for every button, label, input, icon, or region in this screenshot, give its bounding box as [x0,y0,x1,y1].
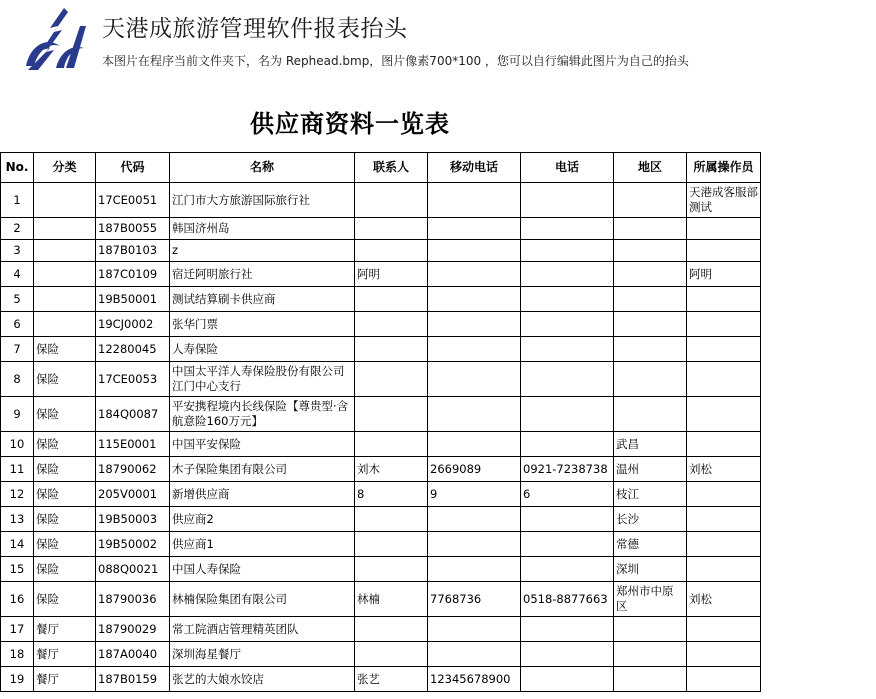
cell-operator [687,218,761,240]
cell-name: 人寿保险 [170,337,355,362]
cell-category: 保险 [34,362,96,397]
cell-code: 184Q0087 [96,397,170,432]
cell-operator: 阿明 [687,262,761,287]
letterhead-subtitle: 本图片在程序当前文件夹下，名为 Rephead.bmp，图片像素700*100 ，您可以自行编辑此图片为自己的抬头 [102,54,689,68]
cell-mobile [428,432,521,457]
cell-no: 19 [1,667,34,692]
cell-region [614,667,687,692]
cell-region [614,397,687,432]
column-header-code: 代码 [96,153,170,183]
cell-name: 平安携程境内长线保险【尊贵型·含航意险160万元】 [170,397,355,432]
column-header-name: 名称 [170,153,355,183]
cell-code: 19CJ0002 [96,312,170,337]
table-row [1,642,761,667]
cell-no: 2 [1,218,34,240]
cell-region: 郑州市中原区 [614,582,687,617]
cell-mobile [428,507,521,532]
cell-name: 中国平安保险 [170,432,355,457]
cell-contact [355,312,428,337]
cell-code: 115E0001 [96,432,170,457]
cell-region: 温州 [614,457,687,482]
cell-code: 187C0109 [96,262,170,287]
cell-region [614,362,687,397]
cell-operator [687,337,761,362]
table-row [1,287,761,312]
table-row [1,432,761,457]
cell-contact: 8 [355,482,428,507]
cell-contact [355,287,428,312]
cell-no: 16 [1,582,34,617]
cell-code: 187B0103 [96,240,170,262]
cell-category: 餐厅 [34,642,96,667]
cell-mobile: 12345678900 [428,667,521,692]
cell-operator [687,362,761,397]
cell-mobile: 9 [428,482,521,507]
column-header-phone: 电话 [521,153,614,183]
cell-category: 餐厅 [34,667,96,692]
table-row [1,312,761,337]
cell-region: 深圳 [614,557,687,582]
cell-phone [521,532,614,557]
cell-operator [687,617,761,642]
cell-region [614,287,687,312]
cell-name: 宿迁阿明旅行社 [170,262,355,287]
cell-category: 保险 [34,432,96,457]
table-row [1,532,761,557]
cell-code: 12280045 [96,337,170,362]
cell-name: 林楠保险集团有限公司 [170,582,355,617]
cell-no: 3 [1,240,34,262]
cell-phone [521,312,614,337]
supplier-table [0,152,761,692]
cell-name: 韩国济州岛 [170,218,355,240]
cell-category [34,218,96,240]
cell-mobile: 2669089 [428,457,521,482]
cell-region: 长沙 [614,507,687,532]
cell-name: 张华门票 [170,312,355,337]
cell-mobile [428,262,521,287]
cell-name: 供应商1 [170,532,355,557]
cell-mobile [428,397,521,432]
cell-contact [355,218,428,240]
cell-mobile [428,183,521,218]
cell-operator [687,507,761,532]
table-row [1,218,761,240]
cell-contact [355,397,428,432]
table-row [1,482,761,507]
cell-no: 11 [1,457,34,482]
cell-region [614,312,687,337]
cell-operator [687,532,761,557]
table-row [1,557,761,582]
cell-category: 保险 [34,532,96,557]
cell-mobile [428,557,521,582]
cell-code: 088Q0021 [96,557,170,582]
cell-name: z [170,240,355,262]
table-row [1,183,761,218]
cell-region [614,240,687,262]
cell-contact: 阿明 [355,262,428,287]
cell-name: 测试结算刷卡供应商 [170,287,355,312]
cell-category: 保险 [34,482,96,507]
report-title: 供应商资料一览表 [250,109,450,138]
cell-code: 19B50003 [96,507,170,532]
cell-phone [521,287,614,312]
cell-mobile [428,240,521,262]
cell-operator [687,240,761,262]
cell-phone [521,432,614,457]
cell-operator: 刘松 [687,582,761,617]
cell-code: 187B0159 [96,667,170,692]
cell-contact: 林楠 [355,582,428,617]
cell-name: 中国人寿保险 [170,557,355,582]
cell-operator [687,557,761,582]
table-row [1,667,761,692]
table-header-row [1,153,761,183]
cell-no: 4 [1,262,34,287]
cell-phone [521,507,614,532]
column-header-contact: 联系人 [355,153,428,183]
cell-category [34,183,96,218]
cell-contact [355,617,428,642]
cell-category: 餐厅 [34,617,96,642]
column-header-category: 分类 [34,153,96,183]
cell-region [614,642,687,667]
cell-operator [687,397,761,432]
cell-phone: 6 [521,482,614,507]
cell-phone [521,183,614,218]
cell-contact [355,507,428,532]
cell-mobile [428,642,521,667]
cell-phone [521,397,614,432]
cell-no: 12 [1,482,34,507]
cell-category [34,262,96,287]
cell-region [614,183,687,218]
cell-mobile [428,218,521,240]
cell-name: 深圳海星餐厅 [170,642,355,667]
table-row [1,262,761,287]
cell-code: 17CE0053 [96,362,170,397]
cell-contact [355,337,428,362]
cell-no: 9 [1,397,34,432]
table-row [1,582,761,617]
cell-contact [355,432,428,457]
table-row [1,617,761,642]
cell-mobile [428,617,521,642]
cell-name: 新增供应商 [170,482,355,507]
column-header-region: 地区 [614,153,687,183]
cell-phone [521,337,614,362]
company-logo-icon [20,6,88,72]
cell-code: 18790062 [96,457,170,482]
column-header-no: No. [1,153,34,183]
cell-name: 木子保险集团有限公司 [170,457,355,482]
cell-category: 保险 [34,397,96,432]
cell-code: 19B50002 [96,532,170,557]
cell-region [614,218,687,240]
cell-code: 187B0055 [96,218,170,240]
cell-no: 15 [1,557,34,582]
column-header-mobile: 移动电话 [428,153,521,183]
cell-mobile: 7768736 [428,582,521,617]
cell-region: 枝江 [614,482,687,507]
cell-phone [521,642,614,667]
cell-mobile [428,287,521,312]
cell-category [34,287,96,312]
cell-name: 江门市大方旅游国际旅行社 [170,183,355,218]
cell-operator [687,482,761,507]
cell-name: 张艺的大娘水饺店 [170,667,355,692]
cell-code: 18790036 [96,582,170,617]
cell-no: 7 [1,337,34,362]
cell-no: 18 [1,642,34,667]
cell-no: 14 [1,532,34,557]
cell-no: 13 [1,507,34,532]
cell-no: 6 [1,312,34,337]
cell-code: 187A0040 [96,642,170,667]
cell-code: 18790029 [96,617,170,642]
cell-operator [687,287,761,312]
cell-operator [687,312,761,337]
cell-contact: 刘木 [355,457,428,482]
cell-region: 武昌 [614,432,687,457]
cell-no: 5 [1,287,34,312]
cell-phone [521,240,614,262]
cell-name: 中国太平洋人寿保险股份有限公司江门中心支行 [170,362,355,397]
cell-code: 17CE0051 [96,183,170,218]
cell-phone [521,218,614,240]
cell-phone [521,667,614,692]
cell-phone: 0518-8877663 [521,582,614,617]
cell-phone [521,617,614,642]
cell-phone [521,362,614,397]
cell-category: 保险 [34,457,96,482]
cell-phone [521,557,614,582]
cell-mobile [428,312,521,337]
cell-category: 保险 [34,507,96,532]
cell-contact [355,557,428,582]
cell-code: 19B50001 [96,287,170,312]
cell-contact [355,642,428,667]
cell-operator: 天港成客服部测试 [687,183,761,218]
cell-region: 常德 [614,532,687,557]
cell-code: 205V0001 [96,482,170,507]
cell-operator [687,432,761,457]
table-row [1,337,761,362]
cell-contact [355,183,428,218]
cell-mobile [428,532,521,557]
table-row [1,240,761,262]
cell-no: 8 [1,362,34,397]
cell-contact [355,362,428,397]
report-letterhead [0,0,876,90]
cell-category [34,240,96,262]
cell-contact [355,240,428,262]
cell-region [614,262,687,287]
cell-category [34,312,96,337]
cell-phone [521,262,614,287]
cell-operator: 刘松 [687,457,761,482]
cell-category: 保险 [34,582,96,617]
cell-name: 常工院酒店管理精英团队 [170,617,355,642]
cell-operator [687,642,761,667]
table-row [1,397,761,432]
letterhead-title: 天港成旅游管理软件报表抬头 [102,16,408,42]
cell-phone: 0921-7238738 [521,457,614,482]
column-header-operator: 所属操作员 [687,153,761,183]
cell-no: 1 [1,183,34,218]
cell-no: 17 [1,617,34,642]
cell-category: 保险 [34,337,96,362]
cell-region [614,617,687,642]
cell-mobile [428,362,521,397]
cell-region [614,337,687,362]
cell-name: 供应商2 [170,507,355,532]
table-row [1,507,761,532]
cell-contact: 张艺 [355,667,428,692]
cell-operator [687,667,761,692]
table-row [1,457,761,482]
cell-no: 10 [1,432,34,457]
cell-category: 保险 [34,557,96,582]
table-row [1,362,761,397]
cell-mobile [428,337,521,362]
cell-contact [355,532,428,557]
